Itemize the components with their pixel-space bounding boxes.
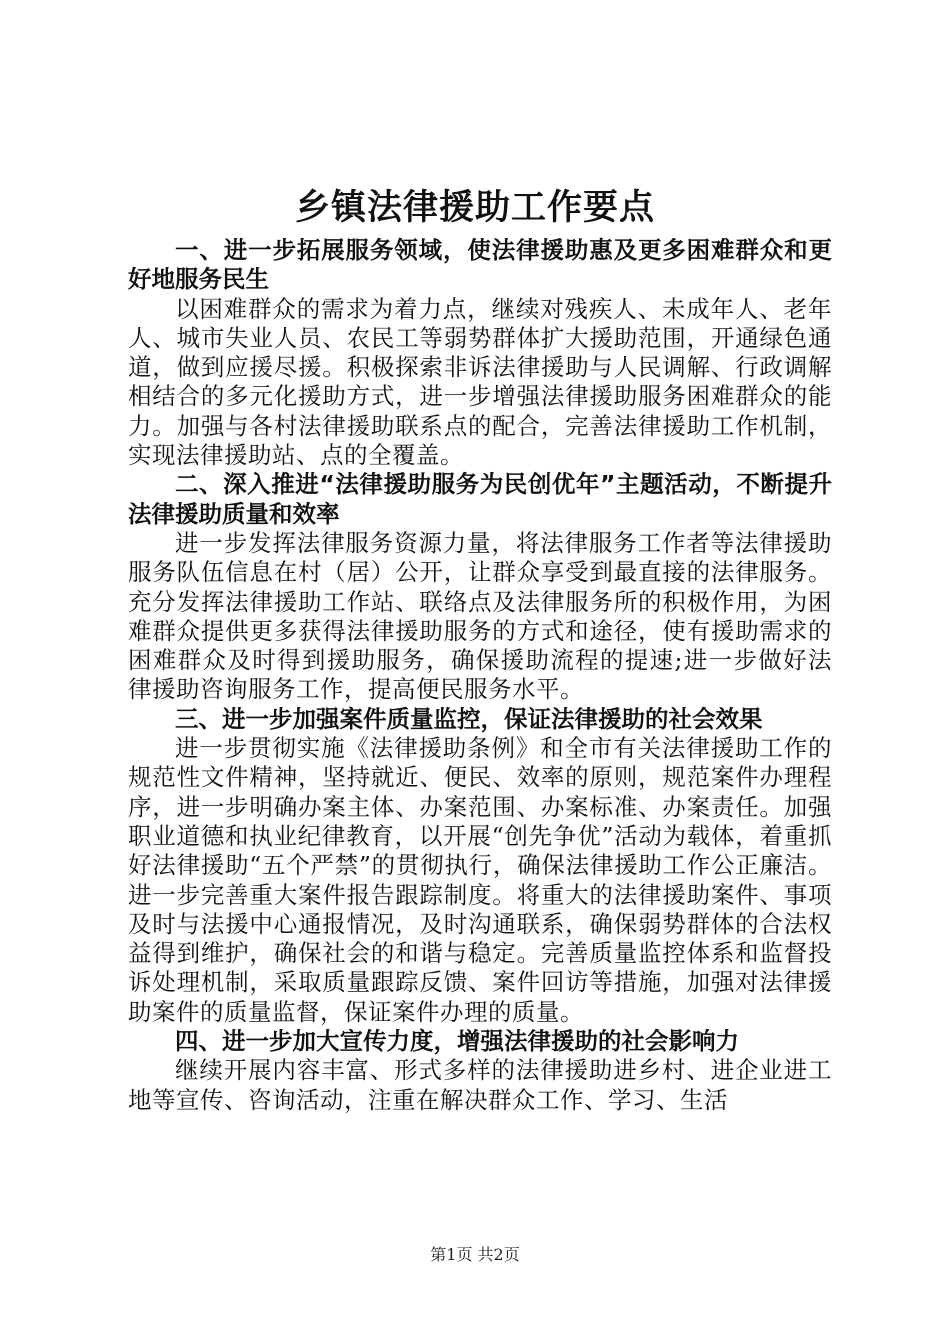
document-body [128,236,832,1115]
document-title: 乡镇法律援助工作要点 [294,188,655,228]
section-2-paragraph: 进一步发挥法律服务资源力量，将法律服务工作者等法律援助服务队伍信息在村（居）公开，让群众享受到最直接的法律服务。充分发挥法律援助工作站、联络点及法律服务所的积极作用，为困难群众提供更多获得法律援助服务的方式和途径，使有援助需求的困难群众及时得到援助服务，确保援助流程的提速;进一步做好法律援助咨询服务工作，提高便民服务水平。 [128,528,832,704]
section-3-heading: 三、进一步加强案件质量监控，保证法律援助的社会效果 [175,704,763,733]
section-4-heading: 四、进一步加大宣传力度，增强法律援助的社会影响力 [175,1027,739,1056]
section-2-heading: 二、深入推进“法律援助服务为民创优年”主题活动，不断提升法律援助质量和效率 [128,470,832,528]
section-1-heading: 一、进一步拓展服务领域，使法律援助惠及更多困难群众和更好地服务民生 [128,236,832,294]
section-4-paragraph: 继续开展内容丰富、形式多样的法律援助进乡村、进企业进工地等宣传、咨询活动，注重在解决群众工作、学习、生活 [128,1056,832,1114]
page-number-footer: 第1页 共2页 [430,1245,520,1264]
section-1-paragraph: 以困难群众的需求为着力点，继续对残疾人、未成年人、老年人、城市失业人员、农民工等弱势群体扩大援助范围，开通绿色通道，做到应援尽援。积极探索非诉法律援助与人民调解、行政调解相结合的多元化援助方式，进一步增强法律援助服务困难群众的能力。加强与各村法律援助联系点的配合，完善法律援助工作机制，实现法律援助站、点的全覆盖。 [128,294,832,470]
section-3-paragraph: 进一步贯彻实施《法律援助条例》和全市有关法律援助工作的规范性文件精神，坚持就近、便民、效率的原则，规范案件办理程序，进一步明确办案主体、办案范围、办案标准、办案责任。加强职业道德和执业纪律教育，以开展“创先争优”活动为载体，着重抓好法律援助“五个严禁”的贯彻执行，确保法律援助工作公正廉洁。进一步完善重大案件报告跟踪制度。将重大的法律援助案件、事项及时与法援中心通报情况，及时沟通联系，确保弱势群体的合法权益得到维护，确保社会的和谐与稳定。完善质量监控体系和监督投诉处理机制，采取质量跟踪反馈、案件回访等措施，加强对法律援助案件的质量监督，保证案件办理的质量。 [128,734,832,1026]
